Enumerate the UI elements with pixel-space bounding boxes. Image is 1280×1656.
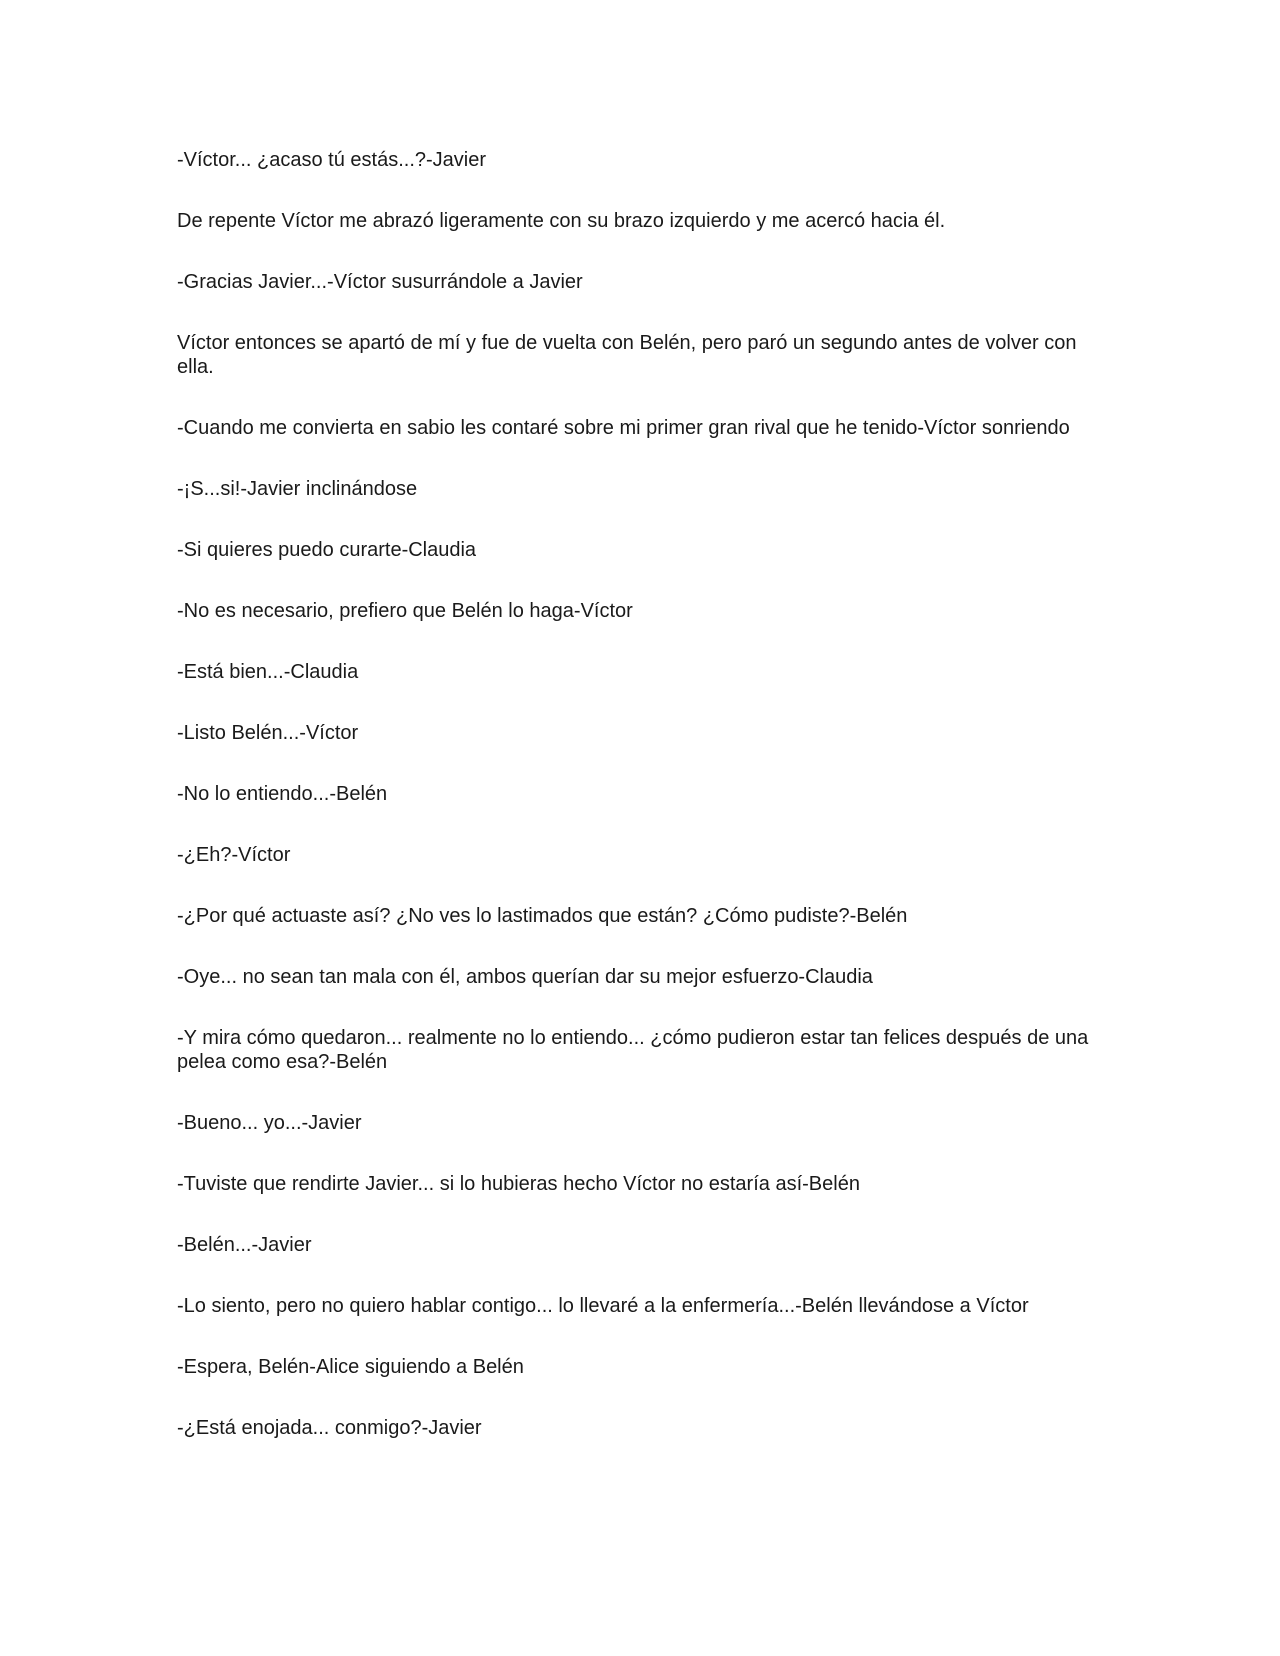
paragraph: De repente Víctor me abrazó ligeramente con su brazo izquierdo y me acercó hacia él. [177, 210, 946, 232]
paragraph: -Cuando me convierta en sabio les contaré sobre mi primer gran rival que he tenido-Víctor sonriendo [177, 417, 1070, 439]
paragraph: -¿Por qué actuaste así? ¿No ves lo lastimados que están? ¿Cómo pudiste?-Belén [177, 905, 908, 927]
paragraph: -Tuviste que rendirte Javier... si lo hubieras hecho Víctor no estaría así-Belén [177, 1173, 860, 1195]
paragraph: -Gracias Javier...-Víctor susurrándole a Javier [177, 271, 583, 293]
paragraph: -No lo entiendo...-Belén [177, 783, 388, 805]
document-page [177, 148, 1097, 1477]
paragraph: -Si quieres puedo curarte-Claudia [177, 539, 477, 561]
paragraph: Víctor entonces se apartó de mí y fue de vuelta con Belén, pero paró un segundo antes de volver con ella. [177, 332, 1077, 378]
paragraph: -Oye... no sean tan mala con él, ambos querían dar su mejor esfuerzo-Claudia [177, 966, 873, 988]
paragraph: -No es necesario, prefiero que Belén lo haga-Víctor [177, 600, 633, 622]
paragraph: -Belén...-Javier [177, 1234, 312, 1256]
paragraph: -Y mira cómo quedaron... realmente no lo entiendo... ¿cómo pudieron estar tan felices después de una pelea como esa?-Belén [177, 1027, 1089, 1073]
paragraph: -Lo siento, pero no quiero hablar contigo... lo llevaré a la enfermería...-Belén llevándose a Víctor [177, 1295, 1029, 1317]
paragraph: -Víctor... ¿acaso tú estás...?-Javier [177, 149, 487, 171]
paragraph: -Bueno... yo...-Javier [177, 1112, 362, 1134]
paragraph: -¡S...si!-Javier inclinándose [177, 478, 418, 500]
paragraph: -Espera, Belén-Alice siguiendo a Belén [177, 1356, 524, 1378]
paragraph: -Listo Belén...-Víctor [177, 722, 359, 744]
paragraph: -Está bien...-Claudia [177, 661, 359, 683]
paragraph: -¿Está enojada... conmigo?-Javier [177, 1417, 482, 1439]
paragraph: -¿Eh?-Víctor [177, 844, 291, 866]
